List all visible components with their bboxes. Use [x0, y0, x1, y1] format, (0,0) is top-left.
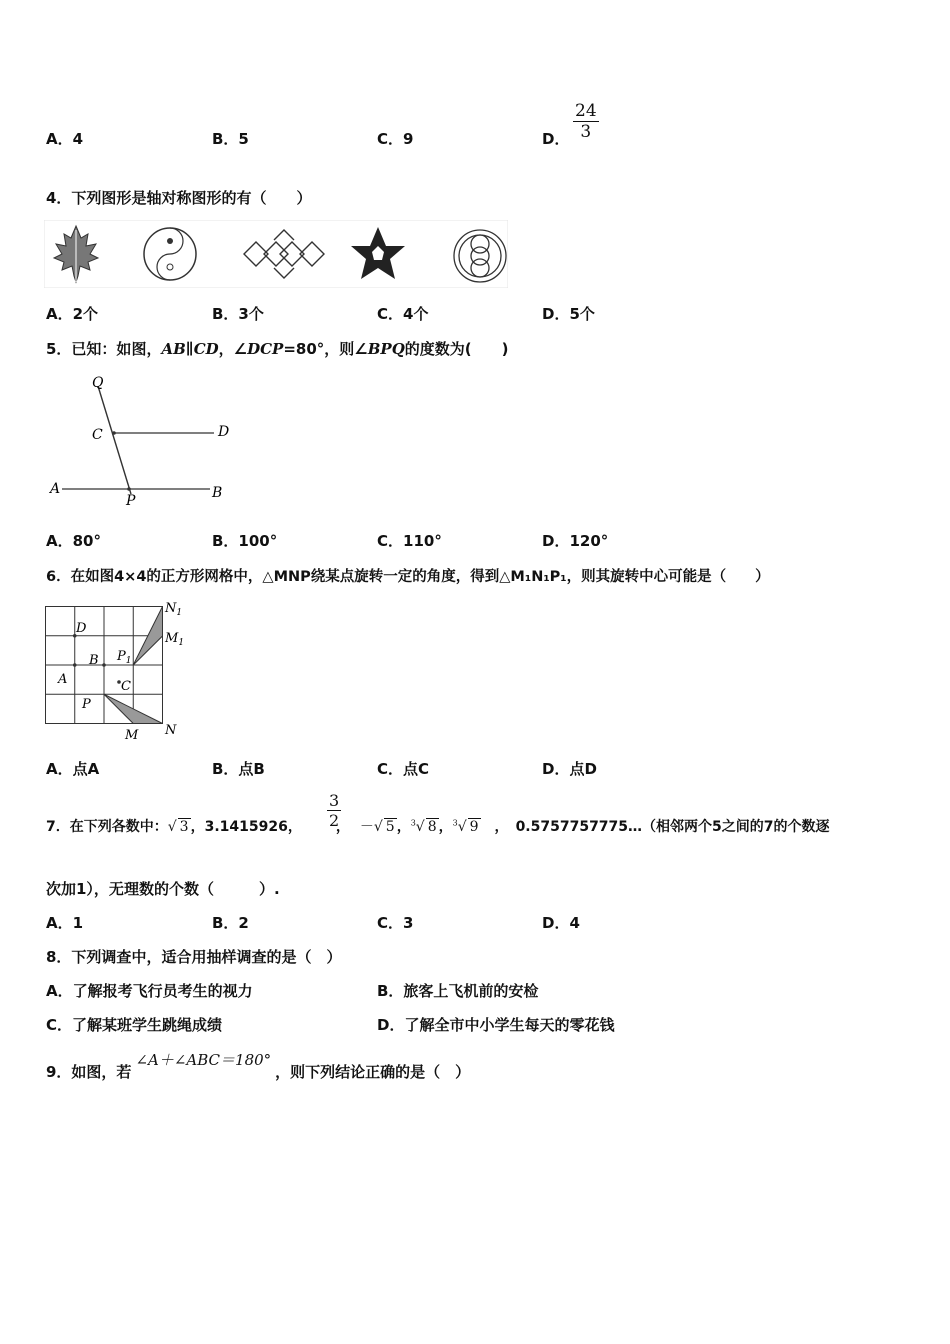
label-d: D — [76, 621, 87, 636]
q4-figures — [44, 220, 508, 288]
q4-option-a: A．2个 — [46, 305, 99, 323]
q9-stem-suffix: ，则下列结论正确的是（ ） — [275, 1063, 471, 1081]
label-p1: $P_1$ — [117, 649, 132, 666]
q4-option-b: B．3个 — [212, 305, 264, 323]
q5-figure — [44, 370, 244, 510]
q5-stem-suffix: 的度数为( ) — [404, 340, 509, 358]
q5-stem-mid: ，∠ — [218, 340, 248, 358]
label-p: P — [82, 697, 91, 712]
point-a — [73, 663, 77, 667]
q5-stem — [46, 338, 508, 359]
q6-option-c: C．点C — [377, 760, 430, 778]
q3-option-d: D． — [542, 130, 570, 148]
point-p — [127, 487, 131, 491]
q6-option-d: D．点D — [542, 760, 597, 778]
q7-stem-prefix: 7．在下列各数中： — [46, 819, 168, 835]
q7-stem-line2: 次加1），无理数的个数（ ）. — [46, 880, 280, 898]
label-a: A — [50, 481, 61, 497]
q4-stem: 4．下列图形是轴对称图形的有（ ） — [46, 189, 312, 207]
q6-stem: 6．在如图4×4的正方形网格中，△MNP绕某点旋转一定的角度，得到△M₁N₁P₁，则其旋转中心可能是（ ） — [46, 569, 770, 585]
label-n: N — [165, 723, 177, 738]
q5-stem-prefix: 5．已知：如图， — [46, 340, 162, 358]
nested-circles-icon — [454, 230, 506, 282]
q7-sqrt3: √ 3 — [167, 819, 189, 835]
label-n1: $N_1$ — [165, 601, 183, 618]
q9-stem-prefix: 9．如图，若 — [46, 1063, 132, 1081]
q7-cbrt9: $^3$√ 9 — [452, 818, 479, 835]
q8-option-a: A．了解报考飞行员考生的视力 — [46, 982, 253, 1000]
point-c — [112, 431, 116, 435]
point-b — [102, 663, 106, 667]
q7-neg-sqrt5: －√ 5 — [359, 819, 395, 835]
q7-option-d: D．4 — [542, 914, 580, 932]
label-d: D — [218, 424, 230, 440]
yin-yang-icon — [144, 228, 196, 280]
q3-option-c: C．9 — [377, 130, 414, 148]
q5-option-a: A．80° — [46, 532, 101, 550]
q7-option-b: B．2 — [212, 914, 249, 932]
q5-stem-math3: BPQ — [367, 340, 405, 358]
q5-stem-math2: DCP — [247, 340, 284, 358]
maple-leaf-icon — [54, 226, 98, 282]
fraction-denominator: 2 — [329, 811, 340, 830]
q4-option-d: D．5个 — [542, 305, 595, 323]
label-m: M — [125, 728, 139, 743]
q8-option-b: B．旅客上飞机前的安检 — [377, 982, 539, 1000]
q4-option-c: C．4个 — [377, 305, 429, 323]
q8-option-d: D．了解全市中小学生每天的零花钱 — [377, 1016, 615, 1034]
label-b: B — [212, 485, 223, 501]
q7-decimal: 0.5757757775…（相邻两个5之间的7的个数逐 — [515, 819, 830, 835]
q7-fraction — [327, 791, 341, 830]
fraction-numerator: 24 — [575, 101, 597, 121]
q9-stem — [46, 1051, 471, 1082]
q3-option-b: B．5 — [212, 130, 249, 148]
q5-option-b: B．100° — [212, 532, 278, 550]
q8-stem: 8．下列调查中，适合用抽样调查的是（ ） — [46, 948, 342, 966]
label-a: A — [58, 672, 68, 687]
q5-option-c: C．110° — [377, 532, 442, 550]
label-b: B — [89, 653, 99, 668]
q6-figure — [44, 596, 194, 746]
q5-option-d: D．120° — [542, 532, 609, 550]
q8-option-c: C．了解某班学生跳绳成绩 — [46, 1016, 223, 1034]
label-c: C — [92, 427, 103, 443]
fraction-denominator: 3 — [580, 122, 592, 142]
q7-pi-approx: ，3.1415926， — [190, 819, 302, 835]
figures-frame — [44, 220, 508, 288]
label-q: Q — [92, 375, 104, 391]
q3-option-d-fraction — [573, 101, 599, 142]
q3-option-a: A．4 — [46, 130, 84, 148]
q7-cbrt8: $^3$√ 8 — [410, 818, 437, 835]
q6-option-b: B．点B — [212, 760, 265, 778]
label-m1: $M_1$ — [165, 631, 185, 648]
q7-stem: 7．在下列各数中：√ 3 ，3.1415926， ， －√ 5 ，$^3$√ 8 ，$^3$√ 9 ， 0.5757757775…（相邻两个5之间的7的个数逐 — [46, 818, 830, 835]
q6-option-a: A．点A — [46, 760, 100, 778]
q5-stem-mid2: =80°，则∠ — [283, 340, 368, 358]
label-c: C — [121, 679, 131, 694]
q7-option-c: C．3 — [377, 914, 414, 932]
line-pq — [98, 386, 131, 494]
fraction-numerator: 3 — [329, 791, 340, 810]
q7-option-a: A．1 — [46, 914, 84, 932]
q5-stem-math1: AB∥CD — [161, 340, 219, 358]
knot-pattern-icon — [244, 230, 324, 278]
label-p: P — [126, 493, 136, 509]
pentagon-star-icon — [351, 227, 405, 279]
q9-math: ∠A＋∠ABC＝180° — [135, 1051, 272, 1069]
